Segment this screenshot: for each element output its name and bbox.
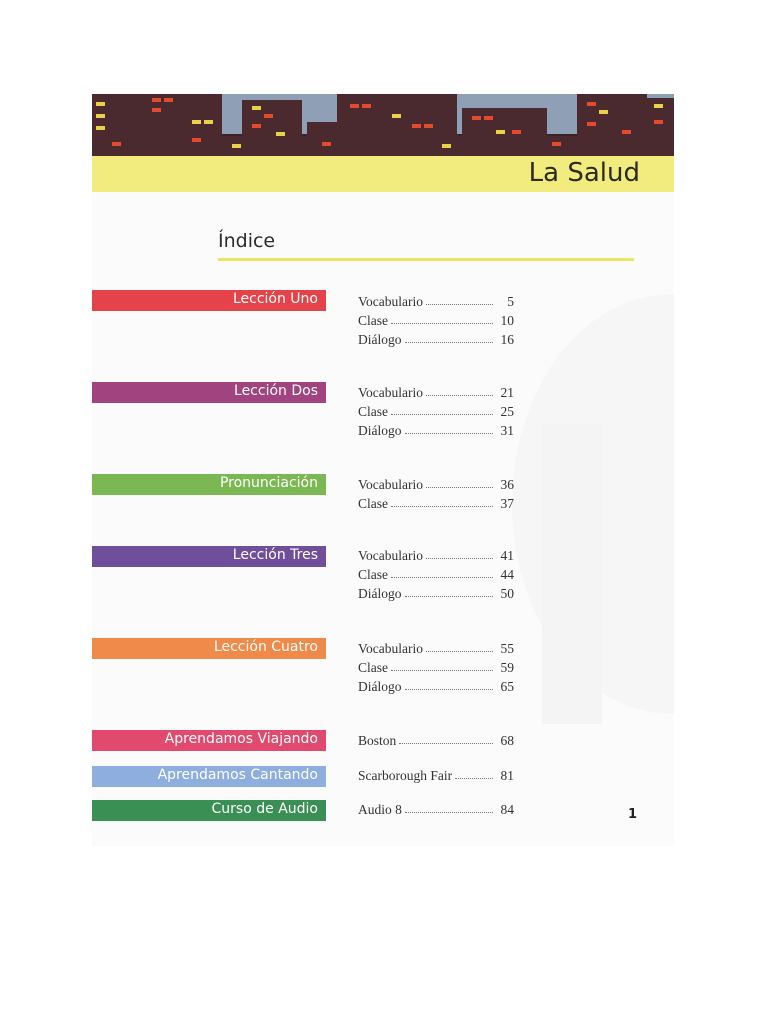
toc-entries [358, 383, 514, 440]
toc-row [358, 383, 514, 402]
toc-entry-name: Clase [358, 660, 388, 675]
toc-page-number: 55 [500, 641, 514, 656]
toc-page-number: 44 [500, 567, 514, 582]
section-label: Lección Tres [232, 547, 318, 563]
toc-entry-name: Vocabulario [358, 477, 423, 492]
toc-page-number: 31 [500, 423, 514, 438]
toc-page-number: 59 [500, 660, 514, 675]
toc-entry-name: Diálogo [358, 423, 402, 438]
chapter-title: La Salud [528, 158, 640, 188]
toc-row [358, 565, 514, 584]
leader-dots [391, 658, 493, 671]
leader-dots [405, 330, 494, 343]
toc-page-number: 37 [500, 496, 514, 511]
section-label-bar [92, 290, 326, 311]
toc-entries [358, 766, 514, 785]
toc-page-number: 21 [500, 385, 514, 400]
toc-entry-name: Scarborough Fair [358, 768, 453, 783]
section-label-bar [92, 730, 326, 751]
section-label-bar [92, 382, 326, 403]
toc-row [358, 475, 514, 494]
toc-row [358, 311, 514, 330]
index-underline [218, 258, 634, 261]
toc-row [358, 800, 514, 819]
leader-dots [405, 584, 494, 597]
city-skyline-banner [92, 94, 674, 156]
toc-row [358, 639, 514, 658]
toc-page-number: 10 [500, 313, 514, 328]
section-label: Curso de Audio [211, 801, 318, 817]
toc-entry-name: Boston [358, 733, 397, 748]
leader-dots [391, 494, 493, 507]
toc-page-number: 36 [500, 477, 514, 492]
toc-page-number: 25 [500, 404, 514, 419]
section-label: Lección Uno [232, 291, 318, 307]
toc-row [358, 546, 514, 565]
section-label: Aprendamos Viajando [164, 731, 318, 747]
toc-entry-name: Audio 8 [358, 802, 402, 817]
leader-dots [426, 639, 493, 652]
toc-row [358, 421, 514, 440]
toc-row [358, 402, 514, 421]
toc-page-number: 16 [500, 332, 514, 347]
toc-entry-name: Vocabulario [358, 385, 423, 400]
toc-entries [358, 800, 514, 819]
toc-row [358, 494, 514, 513]
leader-dots [399, 731, 493, 744]
toc-entry-name: Clase [358, 496, 388, 511]
leader-dots [391, 402, 493, 415]
leader-dots [391, 565, 493, 578]
leader-dots [455, 766, 493, 779]
toc-page-number: 5 [507, 294, 514, 309]
section-label-bar [92, 766, 326, 787]
toc-entry-name: Diálogo [358, 679, 402, 694]
toc-entries [358, 546, 514, 603]
toc-entry-name: Diálogo [358, 332, 402, 347]
toc-entries [358, 475, 514, 513]
toc-row [358, 677, 514, 696]
section-label-bar [92, 474, 326, 495]
toc-entry-name: Vocabulario [358, 641, 423, 656]
toc-row [358, 330, 514, 349]
toc-page-number: 68 [500, 733, 514, 748]
toc-entry-name: Clase [358, 313, 388, 328]
section-label-bar [92, 800, 326, 821]
toc-entry-name: Diálogo [358, 586, 402, 601]
leader-dots [426, 383, 493, 396]
toc-row [358, 658, 514, 677]
section-label-bar [92, 638, 326, 659]
toc-entry-name: Clase [358, 567, 388, 582]
toc-page-number: 41 [500, 548, 514, 563]
leader-dots [426, 292, 493, 305]
toc-entry-name: Clase [358, 404, 388, 419]
section-label: Lección Cuatro [213, 639, 318, 655]
toc-entries [358, 731, 514, 750]
leader-dots [426, 475, 493, 488]
leader-dots [405, 421, 494, 434]
toc-row [358, 292, 514, 311]
page-number: 1 [628, 807, 638, 822]
leader-dots [426, 546, 493, 559]
toc-page-number: 50 [500, 586, 514, 601]
toc-entry-name: Vocabulario [358, 294, 423, 309]
section-label: Lección Dos [234, 383, 318, 399]
book-page [92, 94, 674, 846]
toc-entry-name: Vocabulario [358, 548, 423, 563]
section-label-bar [92, 546, 326, 567]
toc-row [358, 584, 514, 603]
index-heading: Índice [218, 230, 276, 252]
toc-row [358, 766, 514, 785]
toc-page-number: 81 [500, 768, 514, 783]
toc-entries [358, 292, 514, 349]
toc-page-number: 84 [500, 802, 514, 817]
leader-dots [405, 800, 493, 813]
leader-dots [405, 677, 494, 690]
section-label: Aprendamos Cantando [157, 767, 318, 783]
toc-row [358, 731, 514, 750]
toc-page-number: 65 [500, 679, 514, 694]
toc-entries [358, 639, 514, 696]
section-label: Pronunciación [219, 475, 318, 491]
leader-dots [391, 311, 493, 324]
